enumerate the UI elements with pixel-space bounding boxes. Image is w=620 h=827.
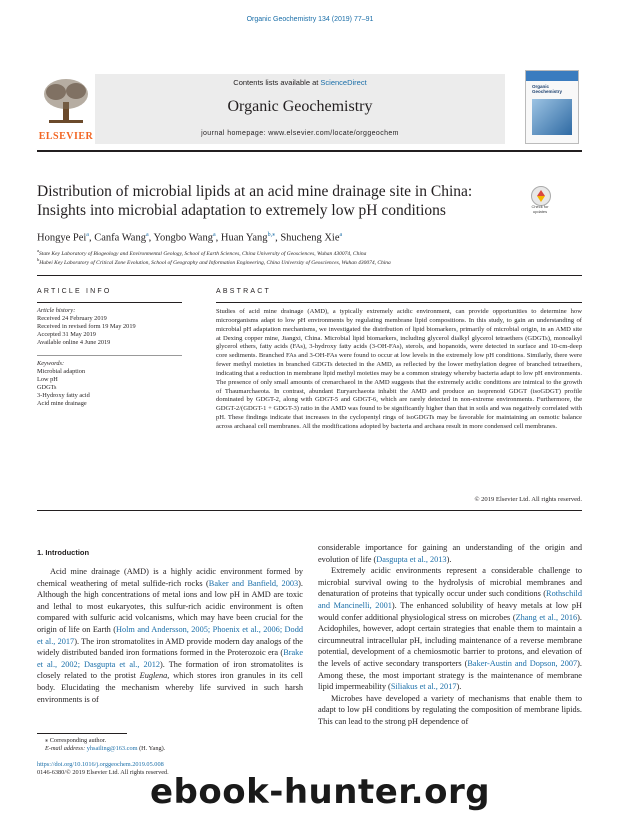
cover-image [532, 99, 572, 135]
citation-link[interactable]: Rothschild and Mancinelli, 2001 [318, 589, 582, 610]
contents-prefix: Contents lists available at [233, 78, 321, 87]
citation-link[interactable]: Holm and Andersson, 2005; Phoenix et al., 2006; Dodd et al., 2017 [37, 624, 303, 646]
text-run: , which stores iron granules in its cell body. Elucidating the mechanism whereby life survived in such harsh environments is of [37, 671, 303, 704]
author-5-sup[interactable]: a [339, 232, 343, 238]
keyword-item: Acid mine drainage [37, 400, 87, 407]
cover-title: Organic Geochemistry [532, 84, 563, 94]
text-run: ). [456, 682, 462, 692]
italic-term: Euglena [139, 671, 168, 681]
contents-line [95, 78, 505, 87]
text-run: ). Among these, the most important strategy is the maintenance of membrane lipid impermeability ( [318, 658, 582, 692]
history-item: Available online 4 June 2019 [37, 339, 111, 346]
title-line-1: Distribution of microbial lipids at an acid mine drainage site in China: [37, 183, 473, 200]
cover-bar [526, 71, 578, 81]
keyword-item: Low pH [37, 376, 58, 383]
title-line-2: Insights into microbial adaptation to extremely low pH conditions [37, 202, 446, 219]
intro-paragraph-1 [37, 566, 303, 705]
intro-paragraph-cont [318, 542, 582, 565]
intro-right-column [318, 542, 582, 728]
keyword-item: 3-Hydroxy fatty acid [37, 392, 90, 399]
footnote-rule [37, 733, 127, 734]
text-run: ). Acidophiles, however, adopt certain strategies that enable them to maintain a circumneutral intracellular pH, including maintenance of a reverse membrane potential, development of a chemiosmotic barrier to protons, and elevation of the levels of active secondary transporters ( [318, 612, 583, 668]
publisher-logo-text: ELSEVIER [38, 131, 94, 142]
email-link[interactable]: yhsailing@163.com [86, 745, 138, 752]
text-run: ). [446, 554, 452, 564]
history-item: Received 24 February 2019 [37, 315, 107, 322]
elsevier-logo [37, 74, 95, 144]
keywords [37, 360, 187, 408]
email-label: E-mail address: [45, 745, 87, 752]
citation-link[interactable]: Siliakus et al., 2017 [390, 682, 457, 692]
abstract-copyright: © 2019 Elsevier Ltd. All rights reserved. [474, 496, 582, 503]
author-3-sup[interactable]: a [212, 232, 216, 238]
intro-paragraph-3: Microbes have developed a variety of mechanisms that enable them to adapt to low pH conditions by regulating the composition of membrane lipids. This can lead to the strong pH dependence of [318, 693, 582, 726]
affiliation-a-text: State Key Laboratory of Biogeology and Environmental Geology, School of Earth Sciences, China University of Geosciences, Wuhan 430074, China [39, 250, 367, 257]
history-label: Article history: [37, 307, 76, 314]
author-1-sup[interactable]: a [86, 232, 89, 238]
citation-link[interactable]: Dasgupta et al., 2013 [376, 554, 447, 564]
history-item: Received in revised form 19 May 2019 [37, 323, 136, 330]
citation-link[interactable]: Zhang et al., 2016 [515, 612, 578, 622]
affiliation-b [37, 257, 582, 266]
author-2[interactable]: Canfa Wang [94, 232, 146, 244]
email-suffix: (H. Yang). [137, 745, 166, 752]
article-info-heading: ARTICLE INFO [37, 288, 112, 295]
affiliation-b-sup: b [37, 257, 40, 262]
affiliation-b-text: Hubei Key Laboratory of Critical Zone Evolution, School of Geography and Information Engineering, China University of Geosciences, Wuhan 430074, China [39, 259, 391, 266]
keywords-label: Keywords: [37, 360, 65, 367]
citation-link[interactable]: Brake et al., 2002; Dasgupta et al., 2012 [37, 648, 303, 669]
keyword-item: Microbial adaption [37, 368, 86, 375]
author-list: Hongye Pei$^a$, Canfa Wang$^a$, Yongbo Wang$^a$, Huan Yang$^{b,⁎}$, Shucheng Xie$^a$ [37, 232, 343, 244]
text-run: ). The iron stromatolites in AMD provide modern day analogs of the widely distributed banded iron formations formed in the Proterozoic era ( [37, 636, 303, 658]
journal-header [95, 74, 505, 144]
journal-cover [525, 70, 579, 144]
tree-icon [41, 76, 91, 126]
journal-citation[interactable]: Organic Geochemistry 134 (2019) 77–91 [246, 16, 374, 23]
check-updates-icon [531, 186, 551, 206]
author-5[interactable]: Shucheng Xie [280, 232, 340, 244]
text-run: considerable importance for gaining an understanding of the origin and evolution of life ( [318, 543, 582, 564]
abstract-heading: ABSTRACT [216, 288, 271, 295]
check-updates-label: Check for updates [531, 204, 549, 214]
email-note [37, 745, 307, 753]
affiliation-rule [37, 275, 582, 276]
affiliation-a [37, 248, 582, 257]
article-title [37, 182, 517, 220]
doi-link[interactable]: https://doi.org/10.1016/j.orggeochem.2019.05.008 [37, 761, 164, 768]
text-run: ). The enhanced solubility of heavy metals at low pH would confer additional physiological stress on microbes ( [318, 600, 582, 622]
author-2-sup[interactable]: a [145, 232, 149, 238]
abstract-text: Studies of acid mine drainage (AMD), a typically extremely acidic environment, can provide opportunities to determine how microorganisms adapt to low pH environments by regulating membrane lipid compositions. In this study, to gain an understanding of microbial pH adaptation mechanisms, we investigated the distribution of lipid biomarkers, primarily of microbial origin, in an AMD site at Dexing copper mine, Jiangxi, China. Microbial lipid biomarkers, including glycerol dialkyl glycerol tetraethers (GDGTs), monoalkyl glycerol ethers, fatty acids (FAs), 3-hydroxy fatty acids (3-OH-FAs), sterols, and hopanoids, were detected in surface and 10-cm-deep core sediments. Branched FAs and 3-OH-FAs were found to occur at low levels in the extremely low pH conditions. Similarly, there were fewer methyl moieties in branched GDGTs detected in the AMD, as reflected by the lower methylation degree of branched tetraethers, indicating that a reduction in membrane lipid methyl moieties may be a common strategy whereby bacteria adapt to low pH environments. The presence of only small amounts of crenarchaeol in the AMD suggests that the extremely acidic conditions are inimical to the growth of Thaumarchaeota. In contrast, abundant Euryarchaeota inhabit the AMD and produce an isoprenoid GDGT (isoGDGT) profile dominated by GDGT-2, along with GDGT-5 and GDGT-6, which are rarely detected in non-extreme environments. Furthermore, the GDGT-2/(GDGT-1 + GDGT-3) ratio in the AMD was found to be significantly higher than that in soils and was negatively correlated with pH. These findings indicate that increases in the cyclopentyl rings of isoGDGTs may be favorable for maintaining an osmotic balance across archaeal cell membranes. All the modifications adopted by bacteria and archaea result in more condensed cell membranes. [216, 308, 582, 430]
citation-link[interactable]: Baker and Banfield, 2003 [208, 578, 299, 588]
homepage-prefix: journal homepage: [201, 130, 269, 137]
homepage-link[interactable]: www.elsevier.com/locate/orggeochem [268, 130, 399, 137]
journal-homepage [95, 130, 505, 137]
watermark: ebook-hunter.org [150, 772, 491, 812]
intro-paragraph-2 [318, 565, 582, 693]
history-item: Accepted 31 May 2019 [37, 331, 96, 338]
abstract-rule [216, 302, 582, 303]
citation-link[interactable]: Baker-Austin and Dopson, 2007 [467, 658, 578, 668]
footnotes [37, 737, 307, 753]
author-1[interactable]: Hongye Pei [37, 232, 87, 244]
history-rule [37, 355, 182, 356]
author-4[interactable]: Huan Yang [220, 232, 268, 244]
affiliation-a-sup: a [37, 248, 40, 253]
corresponding-note: ⁎ Corresponding author. [45, 737, 107, 744]
text-run: ). Although the high concentrations of metal ions and low pH in AMD are toxic and lethal to most eukaryotes, this sulfur-rich acidic environment is often compared with sulfuric acid volcanisms, which may have been crucial for the origin of life on Earth ( [37, 578, 303, 634]
article-history [37, 307, 187, 347]
keyword-item: GDGTs [37, 384, 57, 391]
intro-heading: 1. Introduction [37, 548, 90, 557]
text-run: ). The formation of iron stromatolites is closely related to the protist [37, 659, 303, 681]
abstract-bottom-rule [37, 510, 582, 511]
header-rule [37, 150, 582, 152]
text-run: Acid mine drainage (AMD) is a highly acidic environment formed by chemical weathering of metal sulfide-rich rocks ( [37, 567, 303, 588]
author-4-sup[interactable]: b,⁎ [267, 232, 276, 238]
author-3[interactable]: Yongbo Wang [153, 232, 213, 244]
issn-line: 0146-6380/© 2019 Elsevier Ltd. All rights reserved. [37, 769, 169, 776]
text-run: Extremely acidic environments represent a considerable challenge to microbial survival owing to the hydrolysis of microbial membranes and denaturation of proteins that typically occur under such conditions ( [318, 566, 582, 599]
journal-name: Organic Geochemistry [227, 98, 373, 115]
article-info-rule [37, 302, 182, 303]
sciencedirect-link[interactable]: ScienceDirect [320, 78, 367, 87]
intro-left-column [37, 566, 303, 705]
check-updates-button[interactable] [528, 186, 552, 216]
